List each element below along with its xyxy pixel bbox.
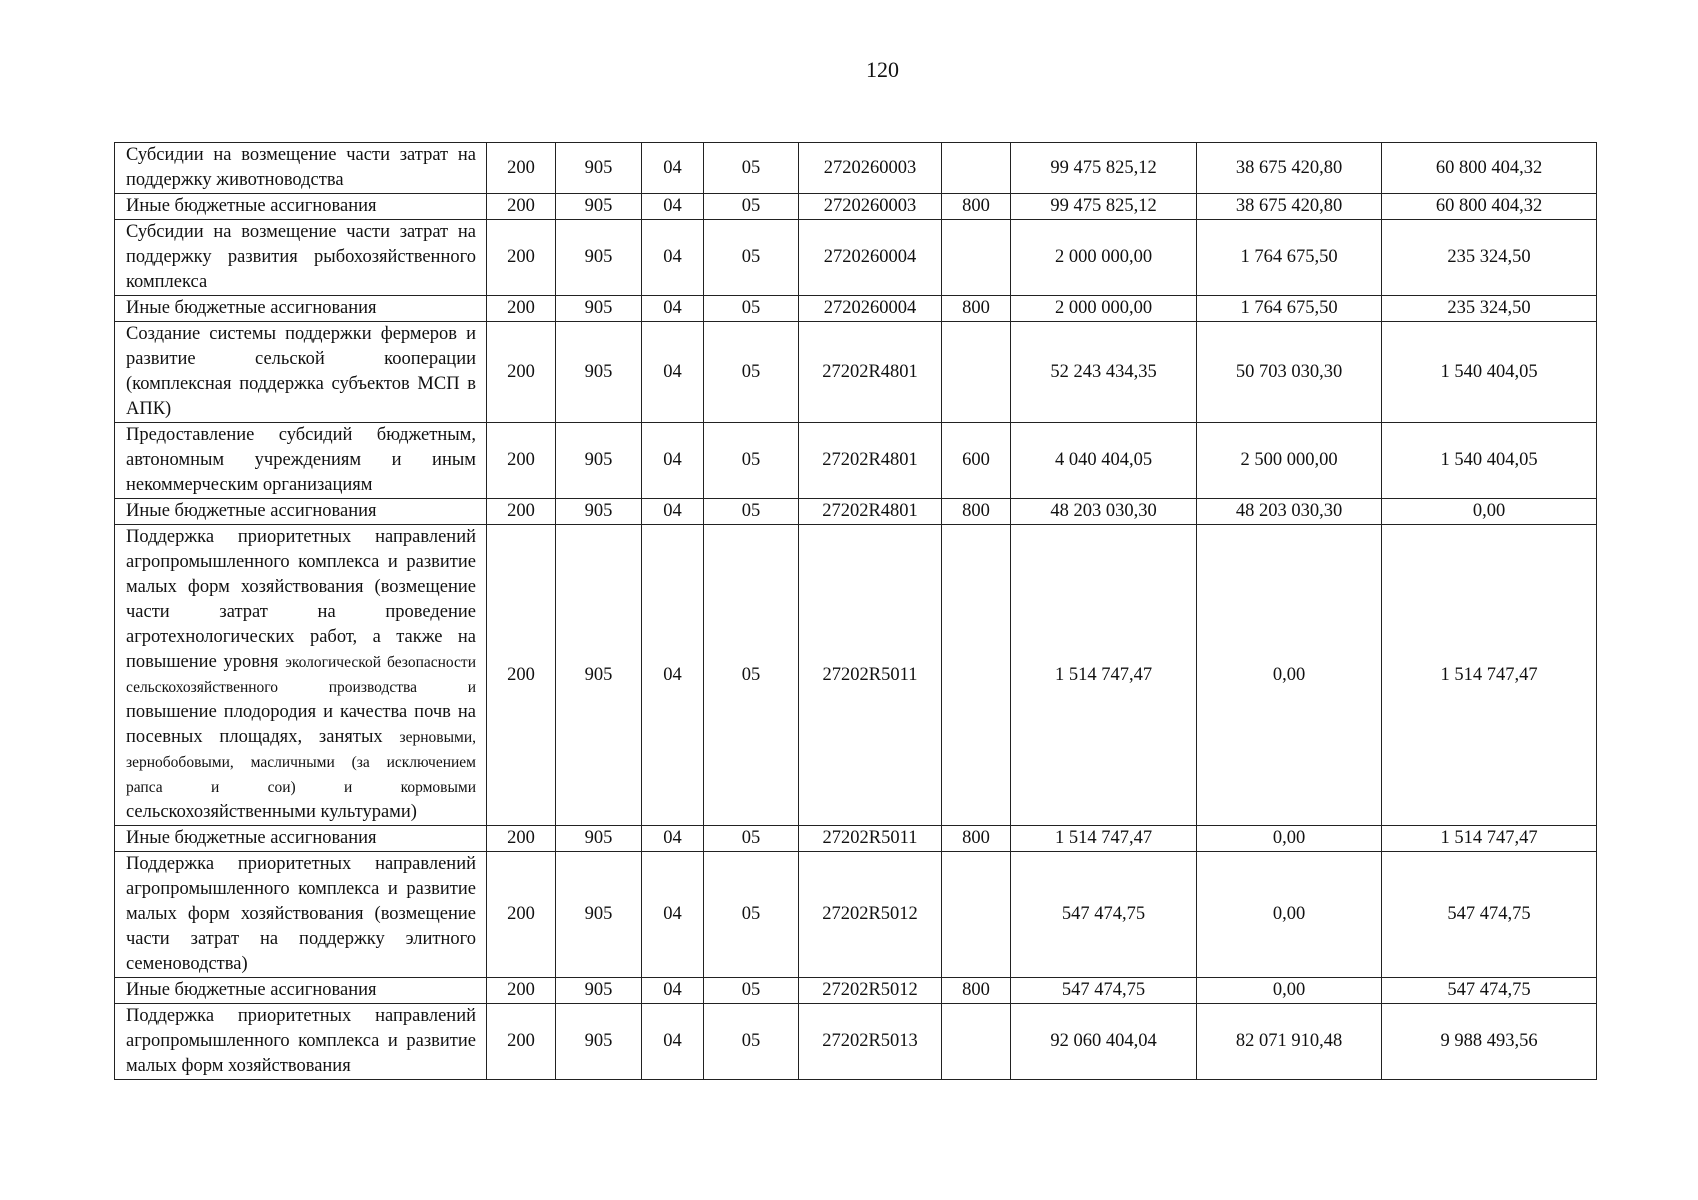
cell-amount-2: 82 071 910,48 xyxy=(1197,1004,1382,1080)
cell-amount-1: 1 514 747,47 xyxy=(1011,826,1197,852)
row-name-part: повышение плодородия и качества почв на посевных площадях, занятых xyxy=(126,702,476,747)
cell-subsection: 05 xyxy=(704,322,799,423)
cell-expense-type: 800 xyxy=(942,499,1011,525)
table-row xyxy=(115,143,1597,194)
cell-admin-code: 200 xyxy=(487,499,556,525)
table-row xyxy=(115,423,1597,499)
cell-target-article: 27202R5012 xyxy=(799,852,942,978)
cell-admin-code: 200 xyxy=(487,322,556,423)
cell-amount-1: 92 060 404,04 xyxy=(1011,1004,1197,1080)
cell-amount-1: 2 000 000,00 xyxy=(1011,220,1197,296)
cell-target-article: 2720260004 xyxy=(799,220,942,296)
cell-amount-2: 0,00 xyxy=(1197,978,1382,1004)
cell-section: 04 xyxy=(642,220,704,296)
cell-target-article: 2720260003 xyxy=(799,194,942,220)
cell-subsection: 05 xyxy=(704,852,799,978)
cell-ministry-code: 905 xyxy=(556,296,642,322)
cell-section: 04 xyxy=(642,525,704,826)
table-row xyxy=(115,826,1597,852)
cell-section: 04 xyxy=(642,423,704,499)
row-name: Субсидии на возмещение части затрат на поддержку развития рыбохозяйственного комплекса xyxy=(115,220,487,296)
page-number: 120 xyxy=(866,57,899,82)
cell-amount-1: 547 474,75 xyxy=(1011,852,1197,978)
cell-amount-1: 4 040 404,05 xyxy=(1011,423,1197,499)
cell-target-article: 27202R5012 xyxy=(799,978,942,1004)
cell-amount-2: 0,00 xyxy=(1197,826,1382,852)
cell-amount-2: 0,00 xyxy=(1197,852,1382,978)
cell-expense-type xyxy=(942,1004,1011,1080)
cell-ministry-code: 905 xyxy=(556,143,642,194)
table-row xyxy=(115,296,1597,322)
cell-expense-type xyxy=(942,220,1011,296)
cell-target-article: 2720260003 xyxy=(799,143,942,194)
cell-subsection: 05 xyxy=(704,194,799,220)
cell-admin-code: 200 xyxy=(487,852,556,978)
cell-amount-3: 1 540 404,05 xyxy=(1382,423,1597,499)
budget-table xyxy=(114,142,1597,1080)
cell-ministry-code: 905 xyxy=(556,499,642,525)
cell-subsection: 05 xyxy=(704,220,799,296)
cell-amount-2: 50 703 030,30 xyxy=(1197,322,1382,423)
cell-ministry-code: 905 xyxy=(556,322,642,423)
cell-amount-3: 60 800 404,32 xyxy=(1382,143,1597,194)
row-name-part: зерновыми, зернобобовыми, масличными (за исключением рапса и сои) и кормовыми xyxy=(126,729,476,796)
cell-amount-3: 235 324,50 xyxy=(1382,220,1597,296)
cell-subsection: 05 xyxy=(704,499,799,525)
cell-amount-2: 2 500 000,00 xyxy=(1197,423,1382,499)
cell-subsection: 05 xyxy=(704,423,799,499)
row-name-part: сельскохозяйственными культурами) xyxy=(126,802,417,822)
cell-target-article: 27202R5011 xyxy=(799,525,942,826)
cell-section: 04 xyxy=(642,143,704,194)
cell-amount-2: 1 764 675,50 xyxy=(1197,220,1382,296)
cell-section: 04 xyxy=(642,826,704,852)
cell-admin-code: 200 xyxy=(487,220,556,296)
cell-amount-2: 1 764 675,50 xyxy=(1197,296,1382,322)
cell-ministry-code: 905 xyxy=(556,423,642,499)
cell-expense-type xyxy=(942,525,1011,826)
cell-ministry-code: 905 xyxy=(556,1004,642,1080)
cell-amount-1: 99 475 825,12 xyxy=(1011,194,1197,220)
cell-admin-code: 200 xyxy=(487,525,556,826)
cell-subsection: 05 xyxy=(704,1004,799,1080)
cell-amount-1: 52 243 434,35 xyxy=(1011,322,1197,423)
table-row xyxy=(115,978,1597,1004)
cell-ministry-code: 905 xyxy=(556,852,642,978)
row-name: Субсидии на возмещение части затрат на поддержку животноводства xyxy=(115,143,487,194)
cell-amount-3: 9 988 493,56 xyxy=(1382,1004,1597,1080)
cell-admin-code: 200 xyxy=(487,978,556,1004)
cell-amount-3: 1 540 404,05 xyxy=(1382,322,1597,423)
row-name: Иные бюджетные ассигнования xyxy=(115,826,487,852)
cell-subsection: 05 xyxy=(704,525,799,826)
cell-amount-3: 235 324,50 xyxy=(1382,296,1597,322)
cell-admin-code: 200 xyxy=(487,194,556,220)
cell-section: 04 xyxy=(642,194,704,220)
cell-expense-type: 800 xyxy=(942,826,1011,852)
row-name: Иные бюджетные ассигнования xyxy=(115,499,487,525)
row-name: Иные бюджетные ассигнования xyxy=(115,194,487,220)
table-row xyxy=(115,499,1597,525)
row-name: Создание системы поддержки фермеров и развитие сельской кооперации (комплексная поддержка субъектов МСП в АПК) xyxy=(115,322,487,423)
cell-expense-type: 800 xyxy=(942,296,1011,322)
cell-admin-code: 200 xyxy=(487,143,556,194)
cell-amount-2: 0,00 xyxy=(1197,525,1382,826)
cell-ministry-code: 905 xyxy=(556,978,642,1004)
cell-ministry-code: 905 xyxy=(556,826,642,852)
cell-section: 04 xyxy=(642,322,704,423)
cell-section: 04 xyxy=(642,1004,704,1080)
row-name: Поддержка приоритетных направлений агропромышленного комплекса и развитие малых форм хозяйствования (возмещение части затрат на поддержку элитного семеноводства) xyxy=(115,852,487,978)
row-name-part: экологической безопасности сельскохозяйственного производства и xyxy=(126,654,477,696)
cell-amount-2: 38 675 420,80 xyxy=(1197,143,1382,194)
cell-section: 04 xyxy=(642,499,704,525)
cell-section: 04 xyxy=(642,978,704,1004)
cell-subsection: 05 xyxy=(704,978,799,1004)
table-row xyxy=(115,525,1597,826)
cell-target-article: 27202R5013 xyxy=(799,1004,942,1080)
cell-target-article: 2720260004 xyxy=(799,296,942,322)
cell-ministry-code: 905 xyxy=(556,525,642,826)
cell-admin-code: 200 xyxy=(487,296,556,322)
cell-ministry-code: 905 xyxy=(556,194,642,220)
cell-section: 04 xyxy=(642,852,704,978)
row-name: Иные бюджетные ассигнования xyxy=(115,296,487,322)
cell-amount-3: 60 800 404,32 xyxy=(1382,194,1597,220)
table-row xyxy=(115,194,1597,220)
cell-amount-1: 2 000 000,00 xyxy=(1011,296,1197,322)
cell-ministry-code: 905 xyxy=(556,220,642,296)
cell-amount-3: 547 474,75 xyxy=(1382,852,1597,978)
cell-target-article: 27202R4801 xyxy=(799,322,942,423)
cell-amount-3: 1 514 747,47 xyxy=(1382,525,1597,826)
cell-admin-code: 200 xyxy=(487,826,556,852)
row-name-part: Поддержка приоритетных направлений агропромышленного комплекса и развитие малых форм хозяйствования (возмещение части затрат на проведение агротехнологических работ, а также на повышение уровня xyxy=(126,527,476,672)
cell-amount-3: 1 514 747,47 xyxy=(1382,826,1597,852)
cell-expense-type xyxy=(942,322,1011,423)
row-name: Иные бюджетные ассигнования xyxy=(115,978,487,1004)
cell-admin-code: 200 xyxy=(487,423,556,499)
cell-amount-1: 547 474,75 xyxy=(1011,978,1197,1004)
cell-expense-type xyxy=(942,852,1011,978)
cell-expense-type: 800 xyxy=(942,194,1011,220)
cell-expense-type: 600 xyxy=(942,423,1011,499)
cell-subsection: 05 xyxy=(704,826,799,852)
cell-subsection: 05 xyxy=(704,296,799,322)
cell-amount-1: 48 203 030,30 xyxy=(1011,499,1197,525)
cell-expense-type xyxy=(942,143,1011,194)
table-row xyxy=(115,1004,1597,1080)
row-name: Предоставление субсидий бюджетным, автономным учреждениям и иным некоммерческим организациям xyxy=(115,423,487,499)
cell-expense-type: 800 xyxy=(942,978,1011,1004)
cell-target-article: 27202R5011 xyxy=(799,826,942,852)
cell-section: 04 xyxy=(642,296,704,322)
cell-amount-1: 99 475 825,12 xyxy=(1011,143,1197,194)
table-row xyxy=(115,220,1597,296)
cell-subsection: 05 xyxy=(704,143,799,194)
cell-amount-2: 38 675 420,80 xyxy=(1197,194,1382,220)
cell-amount-1: 1 514 747,47 xyxy=(1011,525,1197,826)
cell-admin-code: 200 xyxy=(487,1004,556,1080)
cell-target-article: 27202R4801 xyxy=(799,423,942,499)
row-name: Поддержка приоритетных направлений агропромышленного комплекса и развитие малых форм хозяйствования xyxy=(115,1004,487,1080)
row-name xyxy=(115,525,487,826)
table-row xyxy=(115,322,1597,423)
cell-amount-2: 48 203 030,30 xyxy=(1197,499,1382,525)
cell-amount-3: 547 474,75 xyxy=(1382,978,1597,1004)
cell-amount-3: 0,00 xyxy=(1382,499,1597,525)
table-row xyxy=(115,852,1597,978)
cell-target-article: 27202R4801 xyxy=(799,499,942,525)
